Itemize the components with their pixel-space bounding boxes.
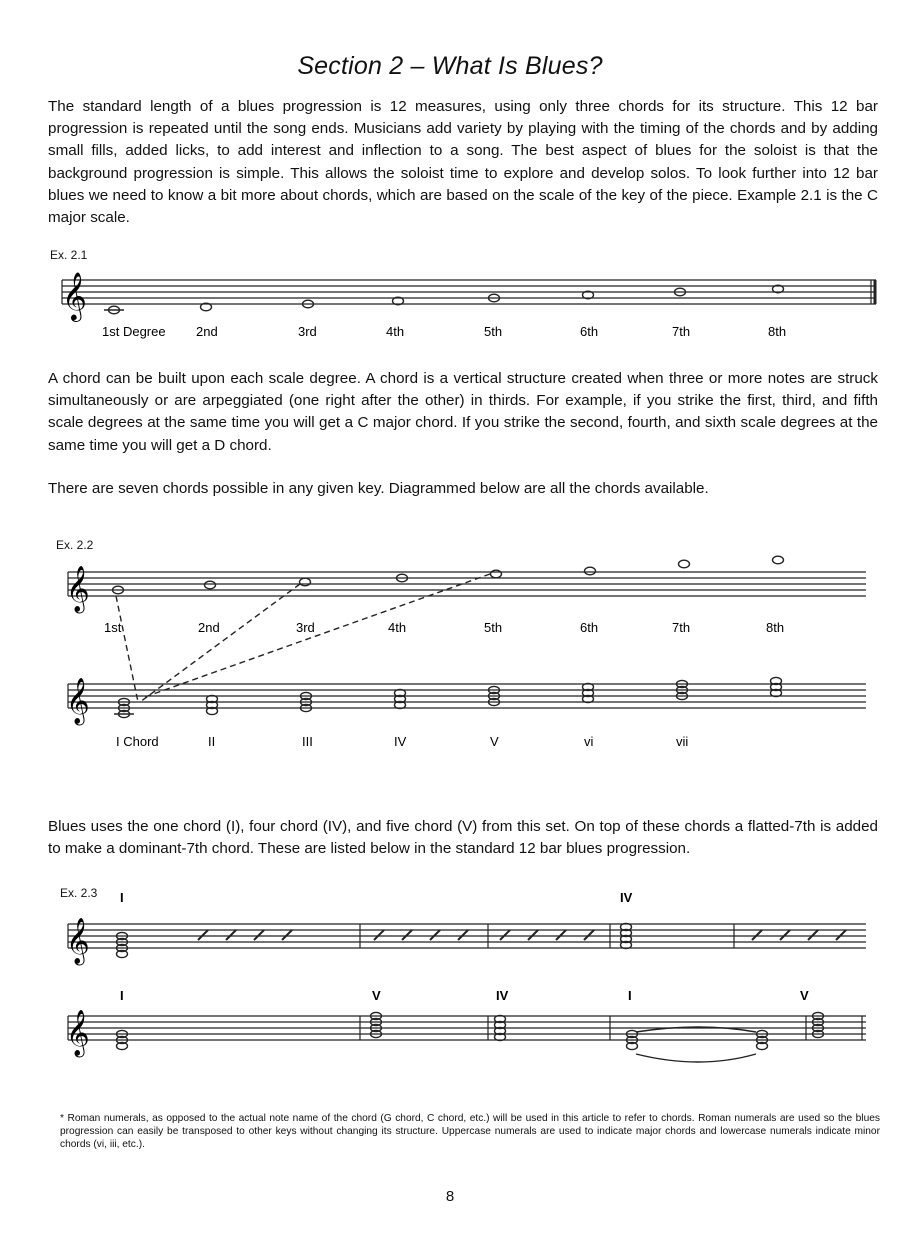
- degree-label: 7th: [672, 620, 691, 635]
- example-2-2-staff: [0, 552, 900, 762]
- chord-label: II: [208, 734, 216, 749]
- chord-label: vi: [584, 734, 594, 749]
- degree-label: 1st Degree: [102, 324, 166, 339]
- numeral-label: IV: [620, 890, 633, 905]
- degree-label: 7th: [672, 324, 691, 339]
- footnote: * Roman numerals, as opposed to the actual note name of the chord (G chord, C chord, etc.) will be used in this article to refer to chords. Roman numerals are used so the blues progression can easily be transposed to other keys without changing its structure. Uppercase numerals are used to indicate major chords and lowercase numerals indicate minor chords (vi, iii, etc.).: [60, 1113, 880, 1150]
- rhythm-slashes: [198, 930, 846, 940]
- tie: [636, 1054, 756, 1062]
- example-2-3-label: Ex. 2.3: [60, 886, 98, 900]
- treble-clef-icon: 𝄞: [66, 679, 90, 723]
- chord-label: vii: [676, 734, 689, 749]
- degree-label: 5th: [484, 324, 503, 339]
- chord-vi: [583, 683, 594, 702]
- chord-label: IV: [394, 734, 407, 749]
- chord-iv: [395, 689, 406, 708]
- degree-label: 8th: [766, 620, 785, 635]
- treble-clef-icon: 𝄞: [66, 1011, 90, 1055]
- degree-label: 8th: [768, 324, 787, 339]
- example-2-3-staff: [0, 890, 900, 1090]
- degree-label: 4th: [386, 324, 405, 339]
- treble-clef-icon: 𝄞: [66, 919, 90, 963]
- chord-ii: [207, 695, 218, 714]
- degree-label: 1st: [104, 620, 122, 635]
- degree-label: 6th: [580, 620, 599, 635]
- page-number: 8: [445, 1188, 455, 1205]
- numeral-label: V: [372, 988, 381, 1003]
- example-2-1-staff: [0, 258, 900, 348]
- chord-label: I Chord: [116, 734, 159, 749]
- example-2-2-label: Ex. 2.2: [56, 538, 94, 552]
- numeral-label: I: [120, 890, 124, 905]
- degree-label: 6th: [580, 324, 599, 339]
- degree-label: 2nd: [198, 620, 220, 635]
- chord-label: V: [490, 734, 499, 749]
- degree-label: 2nd: [196, 324, 218, 339]
- degree-label: 4th: [388, 620, 407, 635]
- degree-label: 3rd: [298, 324, 317, 339]
- blues-chords-paragraph: Blues uses the one chord (I), four chord (IV), and five chord (V) from this set. On top of these chords a flatted-7th is added to make a dominant-7th chord. These are listed below in the standard 12 bar blues progression.: [48, 818, 878, 858]
- numeral-label: I: [628, 988, 632, 1003]
- degree-label: 5th: [484, 620, 503, 635]
- chord-label: III: [302, 734, 313, 749]
- seven-chords-paragraph: There are seven chords possible in any given key. Diagrammed below are all the chords available.: [48, 480, 709, 497]
- numeral-label: I: [120, 988, 124, 1003]
- intro-paragraph: The standard length of a blues progression is 12 measures, using only three chords for its structure. This 12 bar progression is repeated until the song ends. Musicians add variety by playing with the timing of the chords and by adding small fills, added licks, to add interest and inflection to a song. The best aspect of blues for the soloist is that the background progression is simple. This allows the soloist time to explore and develop solos. To look further into 12 bar blues we need to know a bit more about chords, which are based on the scale of the key of the piece. Example 2.1 is the C major scale.: [48, 98, 878, 227]
- numeral-label: IV: [496, 988, 509, 1003]
- treble-clef-icon: 𝄞: [62, 272, 87, 319]
- numeral-label: V: [800, 988, 809, 1003]
- degree-label: 3rd: [296, 620, 315, 635]
- page-title: Section 2 – What Is Blues?: [297, 52, 603, 80]
- example-2-1-label: Ex. 2.1: [50, 248, 88, 262]
- treble-clef-icon: 𝄞: [66, 567, 90, 611]
- chord-viii: [771, 677, 782, 696]
- chord-definition-paragraph: A chord can be built upon each scale degree. A chord is a vertical structure created when three or more notes are struck simultaneously or are arpeggiated (one right after the other) in thirds. For example, if you strike the first, third, and fifth scale degrees at the same time you will get a C major chord. If you strike the second, fourth, and sixth scale degrees at the same time you will get a D chord.: [48, 370, 878, 454]
